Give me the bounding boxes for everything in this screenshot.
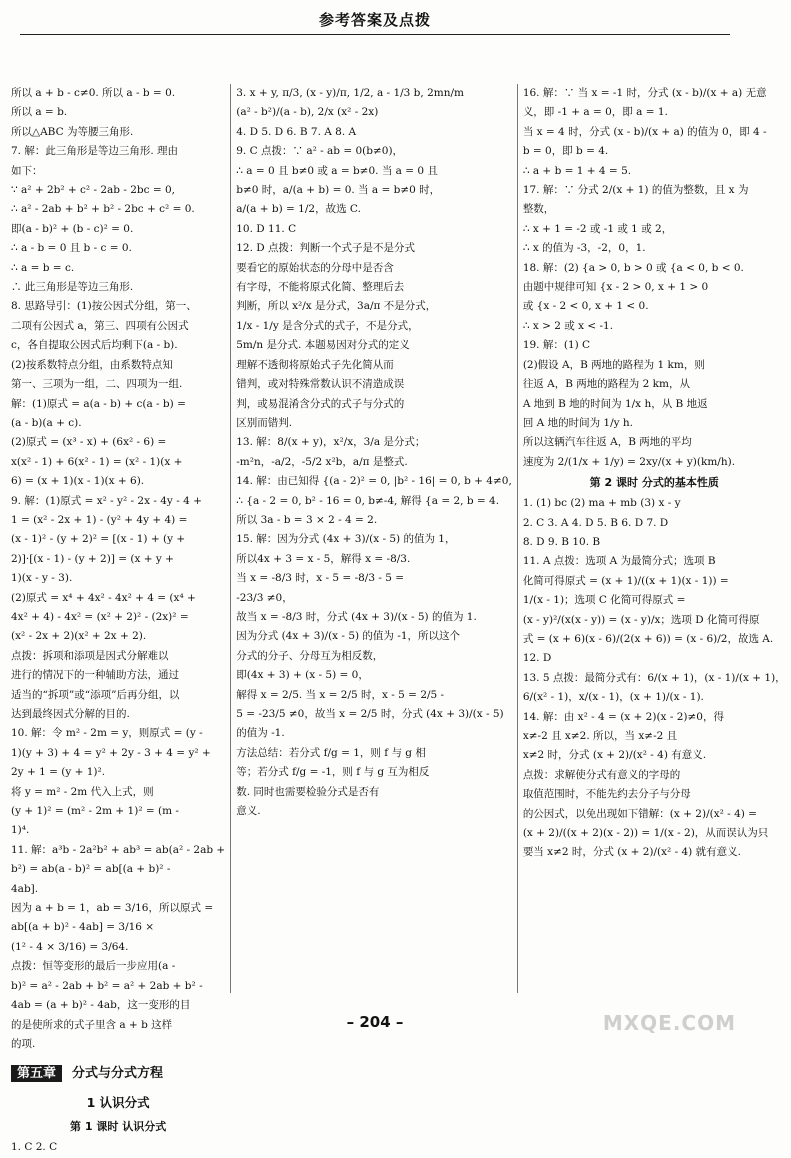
answer-line: -m²n，-a/2，-5/2 x²b，a/π 是整式.	[236, 455, 408, 468]
answer-line: 4x² + 4) - 4x² = (x² + 2)² - (2x)² =	[11, 610, 189, 623]
answer-line: b²) = ab(a - b)² = ab[(a + b)² -	[11, 863, 171, 876]
answer-line: 达到最终因式分解的目的.	[11, 708, 130, 720]
answer-line: 故当 x = -8/3 时，分式 (4x + 3)/(x - 5) 的值为 1.	[236, 610, 477, 623]
answer-line: c，各自提取公因式后均剩下(a - b).	[11, 339, 178, 352]
answer-line: 所以这辆汽车往返 A，B 两地的平均	[522, 436, 692, 449]
chapter-title: 分式与分式方程	[72, 1066, 164, 1082]
answer-line: 当 x = -8/3 时，x - 5 = -8/3 - 5 =	[236, 572, 405, 585]
lesson-heading: 第 1 课时 认识分式	[70, 1120, 167, 1134]
answer-line: a/(a + b) = 1/2，故选 C.	[236, 203, 361, 216]
site-watermark: MXQE.COM	[602, 1011, 736, 1035]
answer-line: (a² - b²)/(a - b), 2/x (x² - 2x)	[236, 106, 379, 119]
answer-line: ∴ x 的值为 -3，-2，0，1.	[522, 242, 646, 255]
answer-line: x(x² - 1) + 6(x² - 1) = (x² - 1)(x +	[11, 455, 183, 468]
answer-line: 2)]·[(x - 1) - (y + 2)] = (x + y +	[11, 552, 174, 565]
answer-line: 1)⁴.	[11, 824, 30, 837]
section-heading: 1 认识分式	[86, 1095, 150, 1111]
answer-line: 9. 解：(1)原式 = x² - y² - 2x - 4y - 4 +	[11, 494, 202, 507]
answer-line: (x + 2)/((x + 2)(x - 2)) = 1/(x - 2)，从而误认为只	[522, 827, 769, 840]
answer-line: (x² - 2x + 2)(x² + 2x + 2).	[11, 630, 147, 643]
answer-line: (y + 1)² = (m² - 2m + 1)² = (m -	[11, 805, 179, 818]
answer-line: 所以△ABC 为等腰三角形.	[11, 125, 134, 138]
answer-line: 数. 同时也需要检验分式是否有	[236, 785, 380, 798]
answer-line: ∴ a = 0 且 b≠0 或 a = b≠0. 当 a = 0 且	[236, 164, 438, 177]
answer-line: 10. D 11. C	[236, 222, 297, 235]
answer-line: 14. 解：由已知得 {(a - 2)² = 0, |b² - 16| = 0, b + 4≠0,	[236, 475, 512, 488]
answer-line: (2)原式 = (x³ - x) + (6x² - 6) =	[11, 436, 167, 449]
answer-line: 2y + 1 = (y + 1)².	[11, 766, 106, 779]
answer-line: 即(4x + 3) + (x - 5) = 0，	[236, 669, 369, 682]
answer-line: 19. 解：(1) C	[522, 339, 591, 352]
answer-line: 16. 解：∵ 当 x = -1 时，分式 (x - b)/(x + a) 无意	[522, 87, 767, 99]
answer-line: ∴ x + 1 = -2 或 -1 或 1 或 2，	[522, 222, 673, 235]
answer-line: ∴ a + b = 1 + 4 = 5.	[522, 164, 632, 177]
answer-line: 或 {x - 2 < 0, x + 1 < 0.	[522, 300, 649, 313]
answer-line: 错判，或对特殊常数认识不清造成误	[236, 378, 405, 391]
column-middle	[230, 84, 517, 993]
answer-line: 1)(x - y - 3).	[11, 572, 73, 585]
answer-line: -23/3 ≠0，	[236, 591, 293, 604]
answer-line: ∴ {a - 2 = 0, b² - 16 = 0, b≠-4, 解得 {a = 2, b = 4.	[236, 494, 500, 507]
answer-line: (2)假设 A，B 两地的路程为 1 km，则	[522, 358, 705, 371]
answer-line: 5m/n 是分式. 本题易因对分式的定义	[236, 339, 410, 352]
answer-line: 点拨：求解使分式有意义的字母的	[522, 768, 681, 781]
answer-line: ∴ x > 2 或 x < -1.	[522, 319, 614, 332]
answer-line: A 地到 B 地的时间为 1/x h，从 B 地返	[522, 397, 708, 410]
answer-line: 10. 解：令 m² - 2m = y，则原式 = (y -	[11, 727, 203, 740]
answer-line: (x - y)²/(x(x - y)) = (x - y)/x；选项 D 化简可得原	[522, 613, 760, 626]
answer-line: 1. (1) bc (2) ma + mb (3) x - y	[522, 497, 681, 510]
answer-line: 所以 a = b.	[11, 106, 68, 119]
answer-line: 回 A 地的时间为 1/y h.	[522, 416, 633, 429]
answer-line: 有字母，不能将原式化简、整理后去	[236, 281, 405, 294]
page-header	[20, 0, 730, 35]
answer-line: 如下：	[11, 164, 43, 177]
answer-line: 判，或易混淆含分式的式子与分式的	[236, 397, 405, 410]
answer-line: 方法总结：若分式 f/g = 1，则 f 与 g 相	[236, 746, 426, 759]
answer-line: 1)(y + 3) + 4 = y² + 2y - 3 + 4 = y² +	[11, 746, 211, 759]
answer-line: 由题中规律可知 {x - 2 > 0, x + 1 > 0	[522, 281, 709, 294]
answer-line: 13. 解：8/(x + y)，x²/x，3/a 是分式；	[236, 436, 426, 449]
answer-line: ∴ a² - 2ab + b² + b² - 2bc + c² = 0.	[11, 203, 195, 216]
lesson-heading: 第 2 课时 分式的基本性质	[589, 476, 719, 490]
answer-line: 9. C 点拨：∵ a² - ab = 0(b≠0)，	[236, 145, 404, 158]
answer-line: ∴ a - b = 0 且 b - c = 0.	[11, 242, 132, 255]
answer-line: 11. A 点拨：选项 A 为最简分式；选项 B	[522, 555, 716, 568]
answer-line: b)² = a² - 2ab + b² = a² + 2ab + b² -	[11, 979, 203, 992]
answer-line: (1² - 4 × 3/16) = 3/64.	[11, 940, 129, 953]
column-left	[6, 84, 230, 1154]
answer-line: 4ab = (a + b)² - 4ab，这一变形的目	[11, 999, 191, 1012]
answer-line: ∵ a² + 2b² + c² - 2ab - 2bc = 0,	[11, 184, 176, 197]
answer-line: 12. D	[522, 652, 552, 665]
answer-line: 因为 a + b = 1，ab = 3/16，所以原式 =	[11, 902, 214, 915]
page-header-title: 参考答案及点拨	[318, 11, 431, 29]
answer-line: 8. 思路导引：(1)按公因式分组，第一、	[11, 300, 197, 313]
answer-line: 要当 x≠2 时，分式 (x + 2)/(x² - 4) 就有意义.	[522, 846, 741, 859]
answer-line: 等；若分式 f/g = -1，则 f 与 g 互为相反	[236, 766, 430, 779]
answer-line: 的是使所求的式子里含 a + b 这样	[11, 1018, 173, 1031]
answer-line: x≠-2 且 x≠2. 所以，当 x≠-2 且	[522, 730, 678, 742]
chapter-tag: 第五章	[11, 1065, 62, 1082]
answer-line: 因为分式 (4x + 3)/(x - 5) 的值为 -1，所以这个	[236, 630, 460, 643]
answer-line: 所以 a + b - c≠0. 所以 a - b = 0.	[11, 87, 176, 99]
answer-line: 11. 解：a³b - 2a²b² + ab³ = ab(a² - 2ab +	[11, 843, 226, 856]
answer-line: b = 0，即 b = 4.	[522, 145, 609, 158]
answer-line: (a - b)(a + c).	[11, 416, 82, 429]
answer-line: 6/(x² - 1)，x/(x - 1)，(x + 1)/(x - 1).	[522, 691, 704, 704]
answer-line: 所以4x + 3 = x - 5，解得 x = -8/3.	[236, 552, 411, 565]
answer-line: 第一、三项为一组，二、四项为一组.	[11, 378, 183, 391]
answer-line: 将 y = m² - 2m 代入上式，则	[11, 785, 154, 798]
answer-line: 二项有公因式 a，第三、四项有公因式	[11, 319, 189, 332]
answer-line: (2)按系数特点分组，由系数特点知	[11, 358, 173, 371]
answer-line: (2)原式 = x⁴ + 4x² - 4x² + 4 = (x⁴ +	[11, 591, 196, 604]
answer-line: 取值范围时，不能先约去分子与分母	[522, 788, 691, 801]
column-right	[517, 84, 791, 993]
answer-line: 速度为 2/(1/x + 1/y) = 2xy/(x + y)(km/h).	[522, 455, 736, 468]
answer-line: 适当的“拆项”或“添项”后再分组，以	[11, 688, 180, 701]
answer-line: 区别而错判.	[236, 416, 293, 429]
answer-line: 往返 A，B 两地的路程为 2 km，从	[522, 378, 690, 391]
answer-line: 义，即 -1 + a = 0，即 a = 1.	[522, 106, 668, 119]
answer-line: 17. 解：∵ 分式 2/(x + 1) 的值为整数，且 x 为	[522, 184, 749, 197]
answer-line: 6) = (x + 1)(x - 1)(x + 6).	[11, 475, 145, 488]
answer-line: ∴ 此三角形是等边三角形.	[11, 281, 134, 294]
answer-line: 的值为 -1.	[236, 727, 285, 740]
chapter-heading	[11, 1060, 225, 1088]
answer-line: 点拨：拆项和添项是因式分解难以	[11, 649, 169, 662]
answer-line: 1. C 2. C	[11, 1141, 58, 1154]
answer-line: 化简可得原式 = (x + 1)/((x + 1)(x - 1)) =	[522, 574, 729, 587]
answer-line: 5 = -23/5 ≠0，故当 x = 2/5 时，分式 (4x + 3)/(x - 5)	[236, 708, 504, 720]
answer-line: 的项.	[11, 1037, 36, 1050]
answer-line: 12. D 点拨：判断一个式子是不是分式	[236, 242, 416, 255]
answer-line: 即(a - b)² + (b - c)² = 0.	[11, 222, 134, 235]
answer-line: 解：(1)原式 = a(a - b) + c(a - b) =	[11, 397, 186, 410]
answer-line: 当 x = 4 时，分式 (x - b)/(x + a) 的值为 0，即 4 -	[522, 125, 767, 138]
answer-line: 15. 解：因为分式 (4x + 3)/(x - 5) 的值为 1，	[236, 533, 456, 546]
answer-line: 点拨：恒等变形的最后一步应用(a -	[11, 960, 176, 973]
answer-line: ∴ a = b = c.	[11, 261, 75, 274]
answer-line: 7. 解：此三角形是等边三角形. 理由	[11, 145, 179, 158]
answer-line: 1/x - 1/y 是含分式的式子，不是分式，	[236, 319, 419, 332]
answer-line: b≠0 时，a/(a + b) = 0. 当 a = b≠0 时，	[236, 184, 441, 197]
page-number: – 204 –	[346, 1013, 404, 1031]
answer-line: 式 = (x + 6)(x - 6)/(2(x + 6)) = (x - 6)/2，故选 A.	[522, 632, 774, 645]
answer-line: 理解不透彻将原始式子先化简从而	[236, 358, 394, 371]
answer-line: 意义.	[236, 805, 261, 818]
answer-line: 14. 解：由 x² - 4 = (x + 2)(x - 2)≠0，得	[522, 710, 724, 723]
answer-line: 4ab].	[11, 882, 39, 895]
answer-line: 1/(x - 1)；选项 C 化简可得原式 =	[522, 594, 686, 607]
answer-line: 的公因式，以免出现如下错解：(x + 2)/(x² - 4) =	[522, 807, 757, 820]
answer-line: 3. x + y, π/3, (x - y)/π, 1/2, a - 1/3 b, 2mn/m	[236, 87, 464, 99]
answer-line: 要看它的原始状态的分母中是否含	[236, 261, 394, 274]
answer-line: 18. 解：(2) {a > 0, b > 0 或 {a < 0, b < 0.	[522, 261, 744, 274]
answer-line: ab[(a + b)² - 4ab] = 3/16 ×	[11, 921, 155, 934]
answer-line: 分式的分子、分母互为相反数，	[236, 649, 384, 662]
answer-line: x≠2 时，分式 (x + 2)/(x² - 4) 有意义.	[522, 749, 707, 762]
answer-line: (x - 1)² - (y + 2)² = [(x - 1) + (y +	[11, 533, 186, 546]
answer-line: 进行的情况下的一种辅助方法，通过	[11, 669, 179, 682]
answer-line: 整数，	[522, 203, 555, 216]
answer-line: 解得 x = 2/5. 当 x = 2/5 时，x - 5 = 2/5 -	[236, 688, 445, 701]
answer-line: 2. C 3. A 4. D 5. B 6. D 7. D	[522, 516, 669, 529]
answer-line: 1 = (x² - 2x + 1) - (y² + 4y + 4) =	[11, 513, 188, 526]
answer-line: 所以 3a - b = 3 × 2 - 4 = 2.	[236, 513, 378, 526]
answer-line: 4. D 5. D 6. B 7. A 8. A	[236, 125, 357, 138]
answer-line: 8. D 9. B 10. B	[522, 535, 601, 548]
answer-line: 13. 5 点拨：最简分式有：6/(x + 1)，(x - 1)/(x + 1)，	[522, 671, 786, 684]
answer-line: 判断，所以 x²/x 是分式，3a/π 不是分式，	[236, 300, 437, 313]
